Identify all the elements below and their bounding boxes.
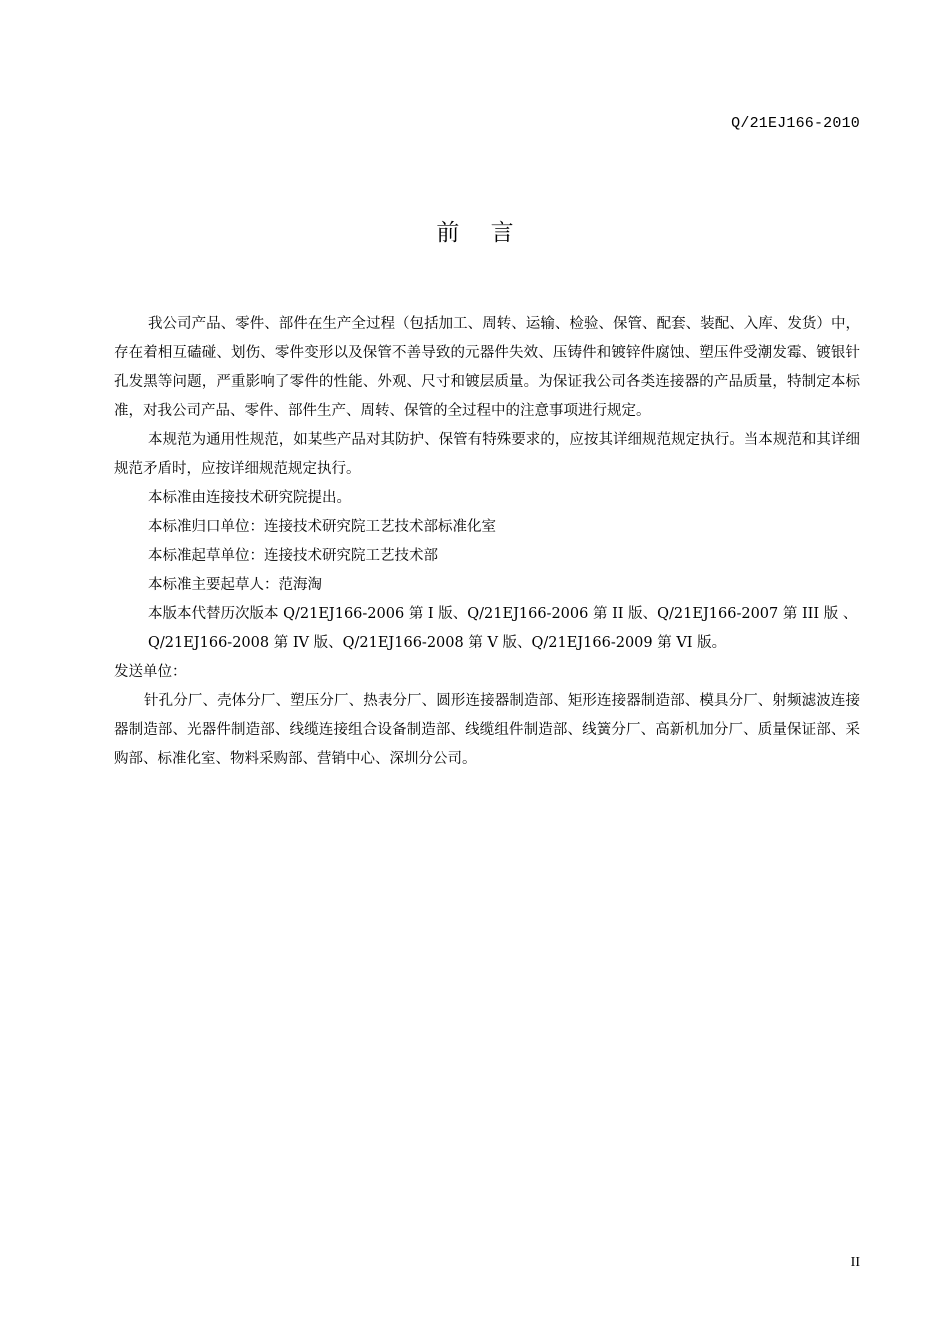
- paragraph-background: 我公司产品、零件、部件在生产全过程（包括加工、周转、运输、检验、保管、配套、装配、入库、发货）中，存在着相互磕碰、划伤、零件变形以及保管不善导致的元器件失效、压铸件和镀锌件腐蚀、塑压件受潮发霉、镀银针孔发黑等问题，严重影响了零件的性能、外观、尺寸和镀层质量。为保证我公司各类连接器的产品质量，特制定本标准，对我公司产品、零件、部件生产、周转、保管的全过程中的注意事项进行规定。: [114, 316, 860, 419]
- page-title: 前 言: [436, 220, 526, 246]
- paragraph-replaced-versions-line1: 本版本代替历次版本 Q/21EJ166-2006 第 I 版、Q/21EJ166-2006 第 II 版、Q/21EJ166-2007 第 III 版 、: [148, 606, 858, 622]
- paragraph-proposer: 本标准由连接技术研究院提出。: [148, 490, 351, 506]
- paragraph-responsible-unit: 本标准归口单位：连接技术研究院工艺技术部标准化室: [148, 519, 496, 535]
- document-code: Q/21EJ166-2010: [731, 115, 860, 132]
- distribution-list: 针孔分厂、壳体分厂、塑压分厂、热表分厂、圆形连接器制造部、矩形连接器制造部、模具分厂、射频滤波连接器制造部、光器件制造部、线缆连接组合设备制造部、线缆组件制造部、线簧分厂、高新机加分厂、质量保证部、采购部、标准化室、物料采购部、营销中心、深圳分公司。: [114, 693, 860, 767]
- paragraph-drafting-unit: 本标准起草单位：连接技术研究院工艺技术部: [148, 548, 438, 564]
- foreword-body: [114, 310, 860, 774]
- paragraph-replaced-versions-line2: Q/21EJ166-2008 第 IV 版、Q/21EJ166-2008 第 V 版、Q/21EJ166-2009 第 VI 版。: [148, 635, 727, 651]
- paragraph-scope: 本规范为通用性规范，如某些产品对其防护、保管有特殊要求的，应按其详细规范规定执行。当本规范和其详细规范矛盾时，应按详细规范规定执行。: [114, 432, 860, 477]
- page-number: II: [850, 1255, 860, 1270]
- distribution-label: 发送单位：: [114, 664, 187, 680]
- paragraph-drafter: 本标准主要起草人：范海淘: [148, 577, 322, 593]
